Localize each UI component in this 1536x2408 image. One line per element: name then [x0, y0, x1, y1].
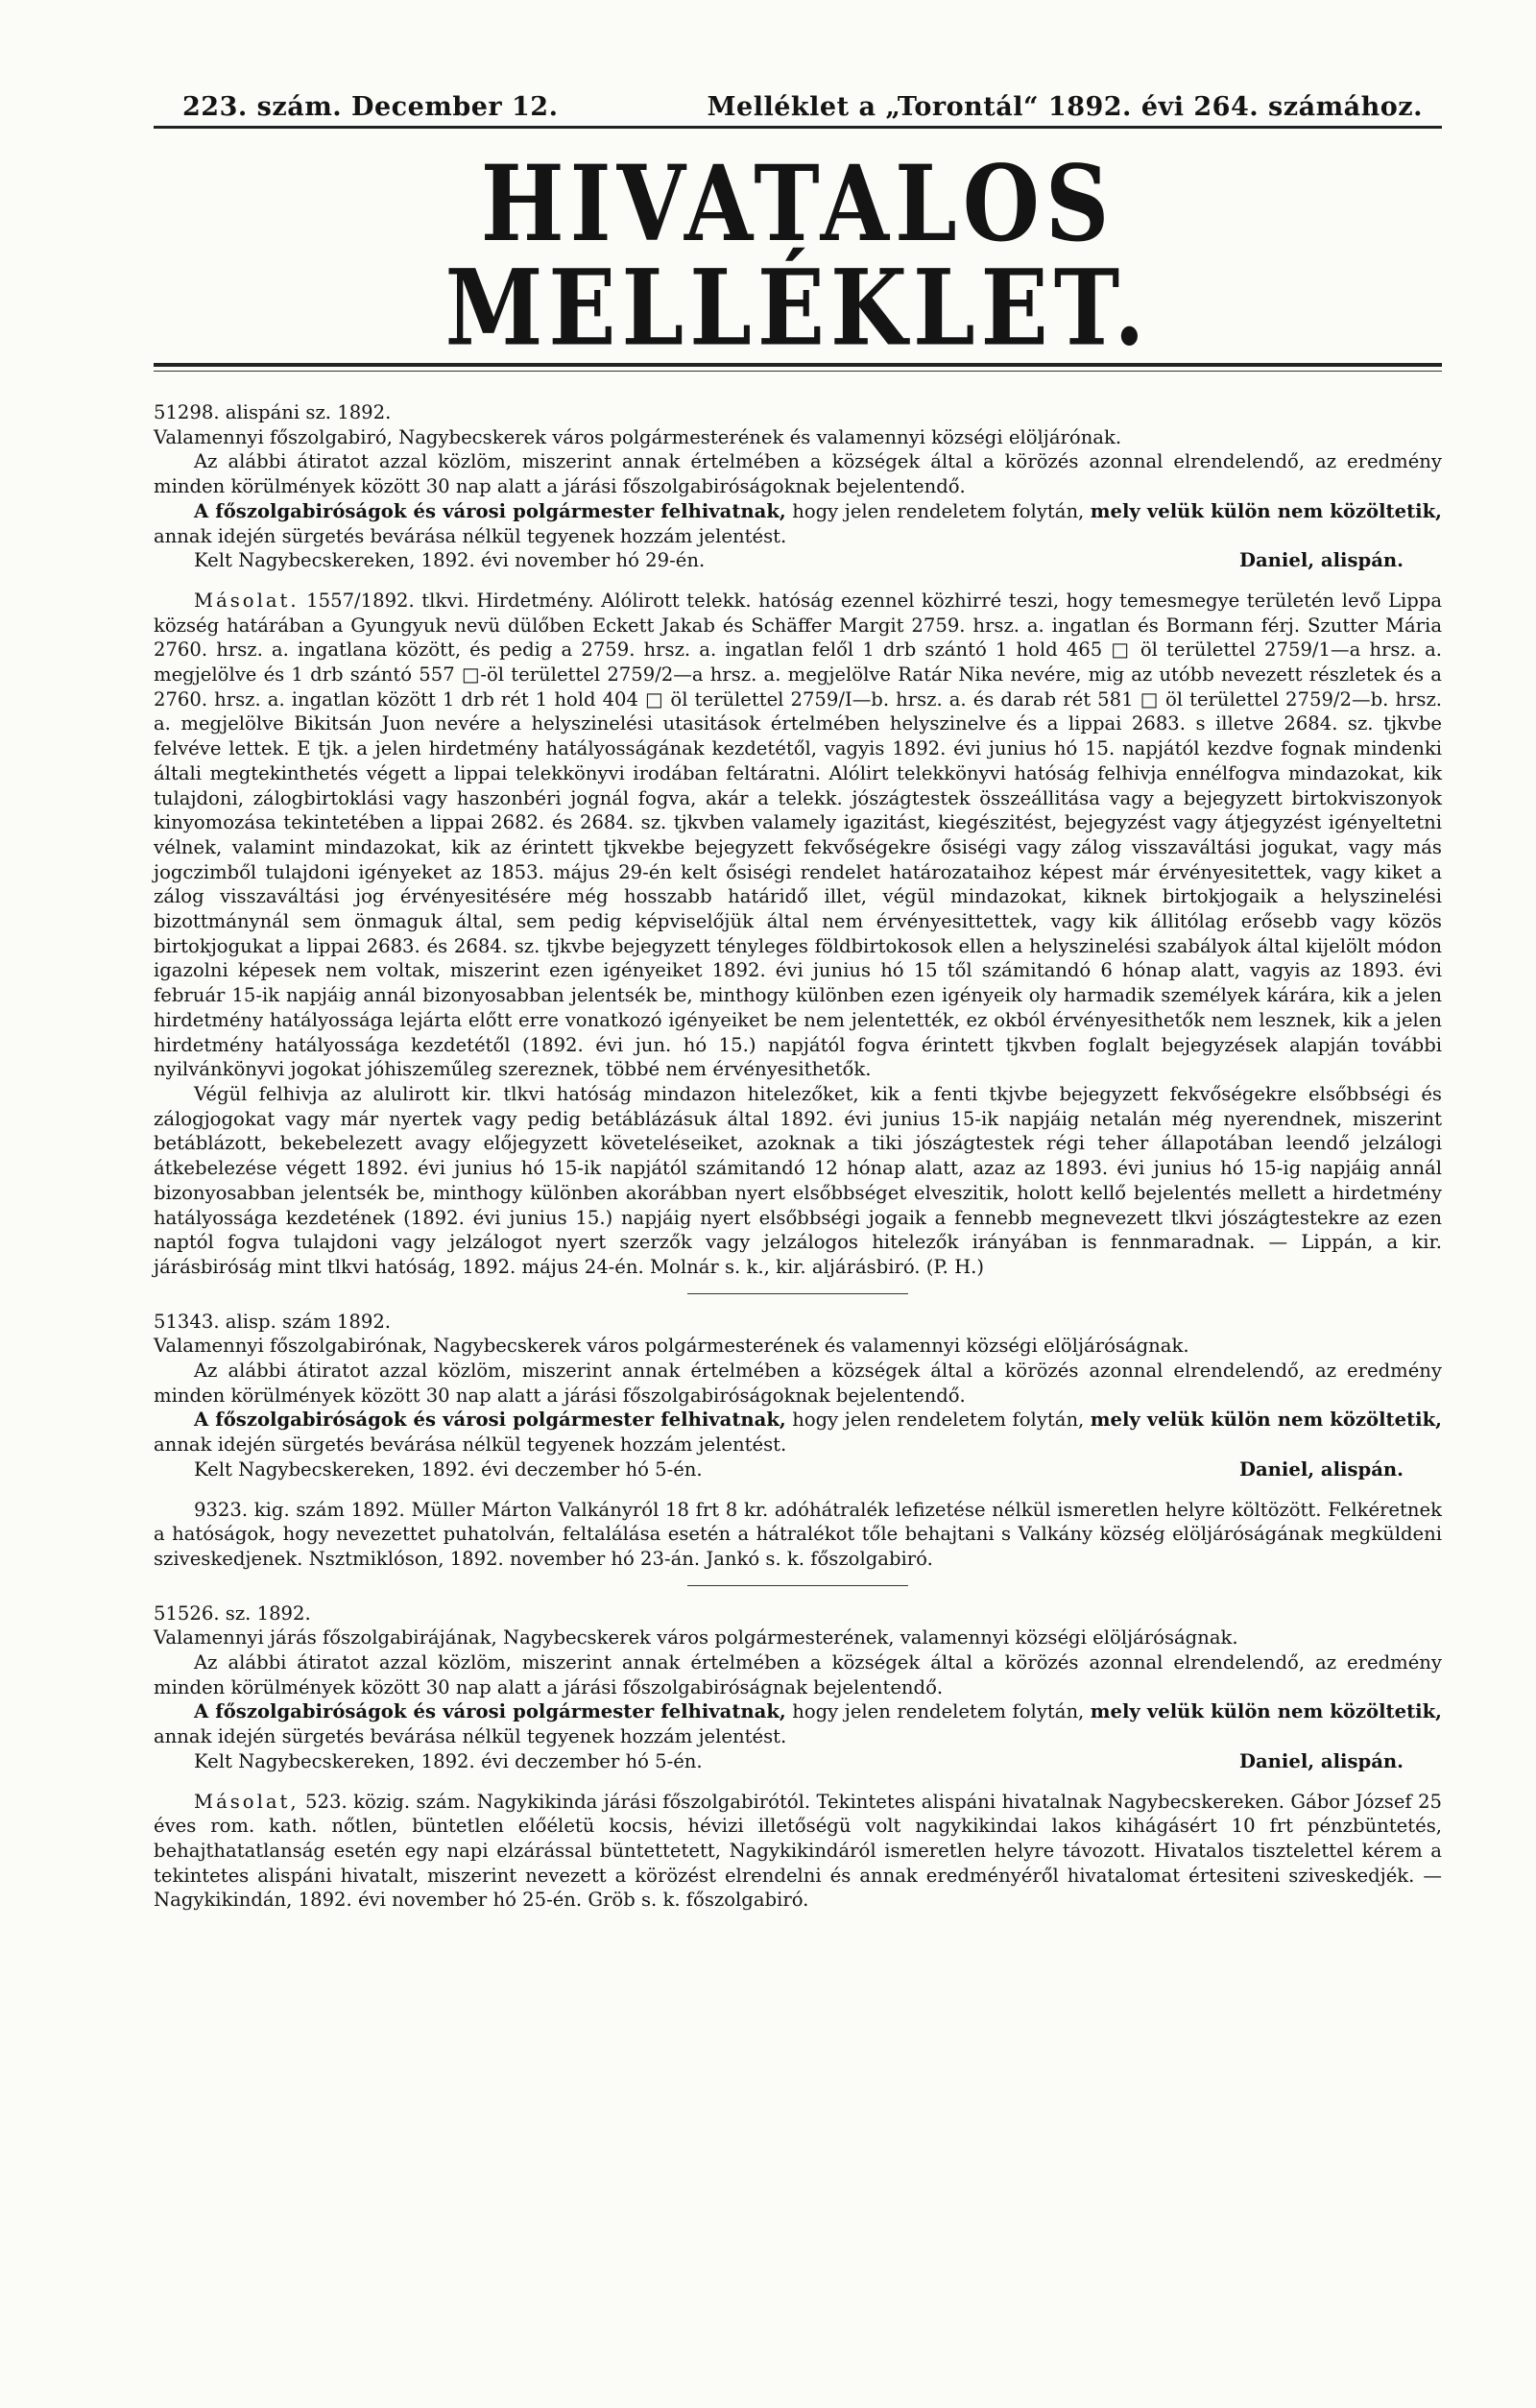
callout-bold-2: mely velük külön nem közöltetik, [1090, 499, 1442, 522]
callout-mid: hogy jelen rendeletem folytán, [785, 1409, 1091, 1432]
callout-mid: hogy jelen rendeletem folytán, [785, 499, 1091, 522]
copy-notice [154, 589, 1442, 1082]
callout-tail: annak idején sürgetés bevárása nélkül tegyenek hozzám jelentést. [154, 1433, 787, 1457]
section-body: Az alábbi átiratot azzal közlöm, miszerint annak értelmében a községek által a körözés azonnal elrendelendő, az eredmény minden körülmények között 30 nap alatt a járási főszolgabiróságnak bejelentendő. [154, 1651, 1442, 1698]
section-ref: 51526. sz. 1892. [154, 1601, 311, 1625]
issue-number: 223. szám. December 12. [182, 92, 559, 122]
callout-bold: A főszolgabiróságok és városi polgármester felhivatnak, [194, 499, 786, 522]
dateline-row [154, 1749, 1442, 1774]
callout-bold: A főszolgabiróságok és városi polgármester felhivatnak, [194, 1700, 786, 1723]
copy-notice-2: Végül felhivja az alulirott kir. tlkvi hatóság mindazon hitelezőket, kik a fenti tkjvbe bejegyzett fekvőségekre elsőbbségi és zálogjogokat vagy már nyertek vagy pedig betáblázásuk által 1892. évi junius 15-ik napjáig netalán még nyerendnek, miszerint betáblázott, bekebelezett avagy előjegyzett követeléseiket, azoknak a tiki jószágtestek régi teher állapotában leendő jelzálogi átkebelezése végett 1892. évi junius hó 15-ik napjától számitandó 12 hónap alatt, azaz az 1893. évi junius hó 15-ig napjáig annál bizonyosabban jelentsék be, minthogy különben akorábban nyert elsőbbséget elveszitik, holott kellő bejelentés mellett a hirdetmény hatályossága kezdetének (1892. évi junius 15.) napjáig nyert elsőbbségi jogaik a fennebb megnevezett tlkvi jószágtestekre az ezen naptól fogva tulajdoni vagy jelzálogot nyert szerzők vagy jelzálogos hitelezők irányában is fennmaradnak. — Lippán, a kir. járásbiróság mint tlkvi hatóság, 1892. május 24-én. Molnár s. k., kir. aljárásbiró. (P. H.) [154, 1082, 1442, 1278]
copy-notice [154, 1790, 1442, 1914]
section-address: Valamennyi főszolgabiró, Nagybecskerek város polgármesterének és valamennyi községi elöljárónak. [154, 425, 1122, 448]
section-51343 [154, 1310, 1442, 1572]
dateline: Kelt Nagybecskereken, 1892. évi deczember hó 5-én. [194, 1457, 703, 1481]
callout-bold: A főszolgabiróságok és városi polgármester felhivatnak, [194, 1409, 786, 1432]
tax-notice: 9323. kig. szám 1892. Müller Márton Valkányról 18 frt 8 kr. adóhátralék lefizetése nélkül ismeretlen helyre költözött. Felkéretnek a hatóságok, hogy nevezettet puhatolván, feltalálása esetén a hátralékot tőle behajtani s Valkány község elöljáróságának megküldeni sziveskedjenek. Nsztmiklóson, 1892. november hó 23-án. Jankó s. k. főszolgabiró. [154, 1498, 1442, 1570]
masthead-title: HIVATALOS MELLÉKLET. [444, 142, 1151, 370]
section-51298 [154, 400, 1442, 1280]
dateline: Kelt Nagybecskereken, 1892. évi november hó 29-én. [194, 549, 706, 572]
signature: Daniel, alispán. [1238, 1749, 1404, 1772]
section-callout [154, 499, 1442, 548]
copy-lead: Másolat, [194, 1790, 300, 1813]
section-51526 [154, 1601, 1442, 1913]
signature: Daniel, alispán. [1238, 1457, 1404, 1481]
section-divider [687, 1293, 908, 1294]
callout-mid: hogy jelen rendeletem folytán, [785, 1700, 1091, 1723]
page-header [154, 92, 1442, 122]
section-ref: 51298. alispáni sz. 1892. [154, 401, 392, 423]
supplement-note: Melléklet a „Torontál“ 1892. évi 264. számához. [707, 92, 1423, 122]
section-divider [687, 1585, 908, 1586]
copy-body: 523. közig. szám. Nagykikinda járási főszolgabirótól. Tekintetes alispáni hivatalnak Nagybecskereken. Gábor József 25 éves rom. kath. nőtlen, büntetlen előéletü kocsis, hévizi illetőségü volt nagykikindai lakos kihágásért 10 frt pénzbüntetés, behajthatatlanság esetén egy napi elzárással büntettetett, Nagykikindáról ismeretlen helyre távozott. Hivatalos tisztelettel kérem a tekintetes alispáni hivatalt, miszerint nevezett a körözést elrendelni és annak eredményéről hivatalomat értesiteni sziveskedjék. — Nagykikindán, 1892. évi november hó 25-én. Gröb s. k. főszolgabiró. [154, 1790, 1442, 1912]
callout-bold-2: mely velük külön nem közöltetik, [1090, 1700, 1442, 1723]
section-address: Valamennyi járás főszolgabirájának, Nagybecskerek város polgármesterének, valamennyi községi elöljáróságnak. [154, 1626, 1238, 1649]
section-body: Az alábbi átiratot azzal közlöm, miszerint annak értelmében a községek által a körözés azonnal elrendelendő, az eredmény minden körülmények között 30 nap alatt a járási főszolgabiróságoknak bejelentendő. [154, 450, 1442, 498]
copy-lead: Másolat. [194, 589, 300, 612]
section-address: Valamennyi főszolgabirónak, Nagybecskerek város polgármesterének és valamennyi községi elöljáróságnak. [154, 1335, 1189, 1358]
header-rule [154, 126, 1442, 129]
copy-body: 1557/1892. tlkvi. Hirdetmény. Alólirott telekk. hatóság ezennel közhirré teszi, hogy temesmegye területén levő Lippa község határában a Gyungyuk nevü dülőben Eckett Jakab és Schäffer Margit 2759. hrsz. a. ingatlan és Bormann férj. Szutter Mária 2760. hrsz. a. ingatlana között, és pedig a 2759. hrsz. a. ingatlan felől 1 drb szántó 1 hold 465 □ öl területtel 2759/1—a hrsz. a. megjelölve és 1 drb szántó 557 □-öl területtel 2759/2—a hrsz. a. megjelölve Ratár Nika nevére, mig az utóbb nevezett részletek és a 2760. hrsz. a. ingatlan között 1 drb rét 1 hold 404 □ öl területtel 2759/I—b. hrsz. a. és darab rét 581 □ öl területtel 2759/2—b. hrsz. a. megjelölve Bikitsán Juon nevére a helyszinelési utasitások értelmében helyszinelve és a lippai 2683. s illetve 2684. sz. tjkvbe felvéve lettek. E tjk. a jelen hirdetmény hatályosságának kezdetétől, vagyis 1892. évi junius hó 15. napjától kezdve fognak mindenki általi megtekinthetés végett a lippai telekkönyvi irodában feltáratni. Alólirt telekkönyvi hatóság felhivja ennélfogva mindazokat, kik tulajdoni, zálogbirtoklási vagy haszonbéri jognál fogva, akár a telekk. jószágtestek összeállitása vagy a bejegyzett birtokviszonyok kinyomozása tekintetében a lippai 2682. és 2684. sz. tjkvben valamely igazitást, kiegészitést, bejegyzést vagy átjegyzést igényeltetni vélnek, valamint mindazokat, kik az érintett tjkvekbe bejegyzett fekvőségekre ősiségi vagy zálog visszaváltási jogukat, vagy más jogczimből tulajdoni igényeket az 1853. május 29-én kelt ősiségi rendelet határozataihoz képest már érvényesitettek, vagy kiket a zálog visszaváltási jog érvényesitésére még hosszabb határidő illet, végül mindazokat, kiknek birtokjogaik a helyszinelési bizottmánynál sem önmaguk által, sem pedig képviselőjük által nem érvényesittettek, vagy kik állitólag erősebb vagy közös birtokjogukat a lippai 2683. és 2684. sz. tjkvbe bejegyzett tényleges földbirtokosok ellen a helyszinelési szabályok által kijelölt módon igazolni képesek nem voltak, miszerint ezen igényeiket 1892. évi junius hó 15 től számitandó 6 hónap alatt, vagyis az 1893. évi február 15-ik napjáig annál bizonyosabban jelentsék be, minthogy különben ezen igényeik oly harmadik személyek kárára, kik a jelen hirdetmény hatályossága lejárta előtt erre vonatkozó igényeiket be nem jelentették, ez okból érvényesithetők nem lesznek, kik a jelen hirdetmény hatályossága kezdetétől (1892. évi jun. hó 15.) napjától fogva érintett tjkvben foglalt bejegyzések alapján további nyilvánkönyvi jogokat jóhiszeműleg szereznek, többé nem érvényesithetők. [154, 589, 1442, 1081]
section-body: Az alábbi átiratot azzal közlöm, miszerint annak értelmében a községek által a körözés azonnal elrendelendő, az eredmény minden körülmények között 30 nap alatt a járási főszolgabiróságoknak bejelentendő. [154, 1360, 1442, 1407]
callout-bold-2: mely velük külön nem közöltetik, [1090, 1409, 1442, 1432]
callout-tail: annak idején sürgetés bevárása nélkül tegyenek hozzám jelentést. [154, 524, 787, 547]
section-callout [154, 1408, 1442, 1457]
dateline-row [154, 548, 1442, 573]
callout-tail: annak idején sürgetés bevárása nélkül tegyenek hozzám jelentést. [154, 1725, 787, 1748]
masthead-rule-thin [154, 371, 1442, 372]
section-callout [154, 1699, 1442, 1748]
section-ref: 51343. alisp. szám 1892. [154, 1310, 392, 1333]
dateline-row [154, 1457, 1442, 1482]
dateline: Kelt Nagybecskereken, 1892. évi deczember hó 5-én. [194, 1749, 703, 1772]
signature: Daniel, alispán. [1238, 549, 1404, 572]
